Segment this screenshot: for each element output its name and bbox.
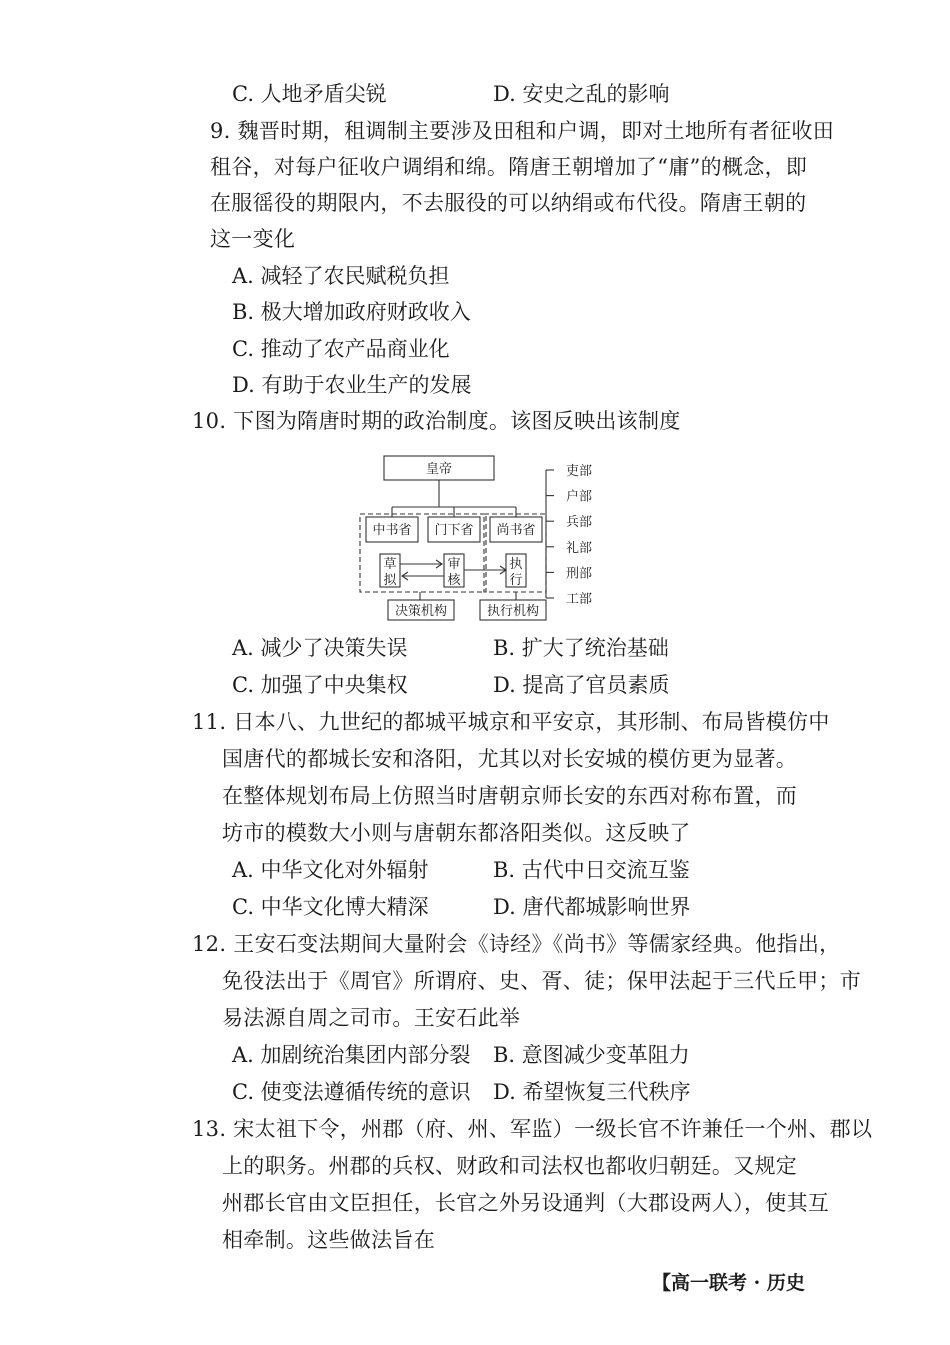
emperor-label: 皇帝 (425, 462, 453, 477)
q9-option-c: C. 推动了农产品商业化 (232, 337, 450, 361)
q12-option-d: D. 希望恢复三代秩序 (493, 1080, 691, 1104)
q9-stem-line-2: 租谷，对每户征收户调绢和绵。隋唐王朝增加了“庸”的概念，即 (210, 155, 808, 179)
shenhe-char-1: 审 (447, 557, 461, 572)
q10-option-c: C. 加强了中央集权 (232, 673, 408, 697)
q9-option-a: A. 减轻了农民赋税负担 (232, 264, 450, 288)
q11-option-a: A. 中华文化对外辐射 (232, 858, 429, 882)
political-system-diagram (350, 450, 610, 625)
shangshu-label: 尚书省 (496, 523, 536, 538)
q11-stem-line-3: 在整体规划布局上仿照当时唐朝京师长安的东西对称布置，而 (222, 784, 798, 808)
q13-stem-line-1: 13. 宋太祖下令，州郡（府、州、军监）一级长官不许兼任一个州、郡以 (192, 1117, 873, 1141)
zhixing-char-1: 执 (509, 557, 523, 572)
ministry-xing: 刑部 (566, 566, 593, 582)
q8-option-d: D. 安史之乱的影响 (493, 82, 670, 106)
q12-stem-line-3: 易法源自周之司市。王安石此举 (222, 1006, 521, 1030)
menxia-label: 门下省 (434, 523, 474, 538)
q11-option-c: C. 中华文化博大精深 (232, 895, 429, 919)
q11-option-d: D. 唐代都城影响世界 (493, 895, 691, 919)
ministry-gong: 工部 (566, 592, 593, 607)
shenhe-char-2: 核 (447, 573, 461, 588)
q12-option-a: A. 加剧统治集团内部分裂 (232, 1043, 471, 1067)
q10-stem: 10. 下图为隋唐时期的政治制度。该图反映出该制度 (192, 409, 681, 433)
page-footer: 【高一联考 · 历史 (652, 1272, 805, 1294)
q9-stem-line-4: 这一变化 (210, 227, 296, 251)
q9-option-b: B. 极大增加政府财政收入 (232, 300, 471, 324)
caoni-char-1: 草 (383, 557, 397, 572)
q11-stem-line-4: 坊市的模数大小则与唐朝东都洛阳类似。这反映了 (222, 821, 691, 845)
ministry-hu: 户部 (566, 489, 593, 505)
zhixing-char-2: 行 (509, 573, 523, 588)
zhongshu-label: 中书省 (372, 523, 412, 538)
ministry-li-personnel: 吏部 (566, 464, 593, 479)
q11-option-b: B. 古代中日交流互鉴 (493, 858, 690, 882)
caoni-char-2: 拟 (383, 573, 397, 588)
q12-stem-line-2: 免役法出于《周官》所谓府、史、胥、徒；保甲法起于三代丘甲；市 (222, 969, 861, 993)
q11-stem-line-2: 国唐代的都城长安和洛阳，尤其以对长安城的模仿更为显著。 (222, 747, 798, 771)
q12-stem-line-1: 12. 王安石变法期间大量附会《诗经》《尚书》等儒家经典。他指出， (192, 932, 841, 956)
q12-option-c: C. 使变法遵循传统的意识 (232, 1080, 471, 1104)
q12-option-b: B. 意图减少变革阻力 (493, 1043, 690, 1067)
q13-stem-line-2: 上的职务。州郡的兵权、财政和司法权也都收归朝廷。又规定 (222, 1154, 798, 1178)
decision-label: 决策机构 (394, 604, 448, 619)
q9-stem-line-3: 在服徭役的期限内，不去服役的可以纳绢或布代役。隋唐王朝的 (210, 191, 807, 215)
q10-option-b: B. 扩大了统治基础 (493, 636, 669, 660)
q13-stem-line-3: 州郡长官由文臣担任，长官之外另设通判（大郡设两人），使其互 (222, 1191, 830, 1215)
ministry-bing: 兵部 (566, 515, 593, 531)
q11-stem-line-1: 11. 日本八、九世纪的都城平城京和平安京，其形制、布局皆模仿中 (192, 710, 830, 734)
q10-option-d: D. 提高了官员素质 (493, 673, 670, 697)
q13-stem-line-4: 相牵制。这些做法旨在 (222, 1228, 435, 1252)
ministry-li-rites: 礼部 (566, 540, 593, 556)
q9-option-d: D. 有助于农业生产的发展 (232, 373, 472, 397)
q8-option-c: C. 人地矛盾尖锐 (232, 82, 387, 106)
q9-stem-line-1: 9. 魏晋时期，租调制主要涉及田租和户调，即对土地所有者征收田 (210, 119, 835, 143)
execution-label: 执行机构 (486, 604, 540, 619)
q10-option-a: A. 减少了决策失误 (232, 636, 408, 660)
